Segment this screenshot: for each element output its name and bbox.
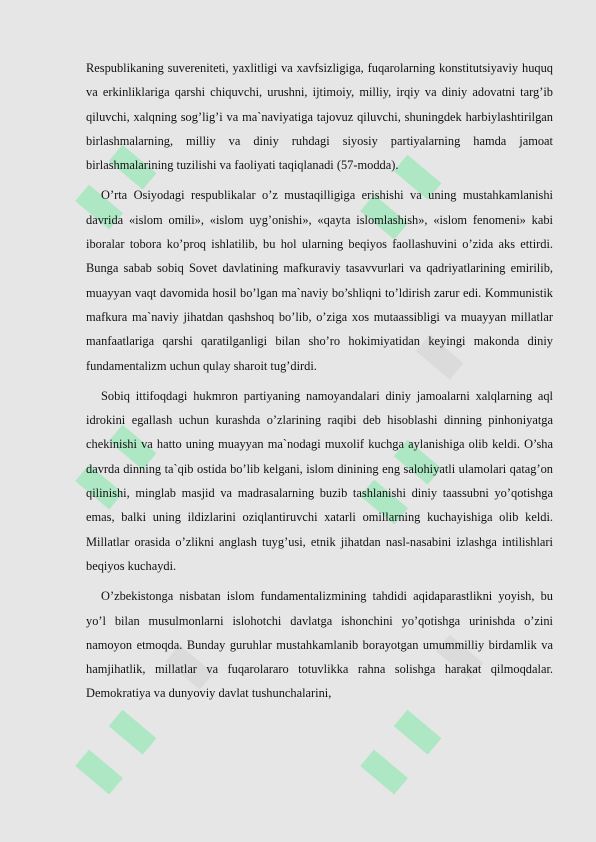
paragraph: O’rta Osiyodagi respublikalar o’z mustaqilligiga erishishi va uning mustahkamlanishi davrida «islom omili», «islom uyg’onishi», «qayta islomlashish», «islom fenomeni» kabi iboralar tobora ko’proq ishlatilib, bu hol ularning beqiyos faollashuvini o’zida aks ettirdi. Bunga sabab sobiq Sovet davlatining mafkuraviy tasavvurlari va qadriyatlarining emirilib, muayyan vaqt davomida hosil bo’lgan ma`naviy bo’shliqni to’ldirish zarur edi. Kommunistik mafkura ma`naviy jihatdan qashshoq bo’lib, o’ziga xos mutaassibligi va muayyan millatlar manfaatlariga qarshi qaratilganligi bilan sho’ro hokimiyatidan keyingi makonda diniy fundamentalizm uchun qulay sharoit tug’dirdi.: [86, 188, 553, 373]
watermark-mark: ▮ ▮: [58, 694, 166, 804]
watermark-mark: ▮: [419, 619, 493, 689]
watermark-mark: ▮ ▮: [58, 129, 166, 239]
watermark-mark: ▮ ▮: [343, 694, 451, 804]
paragraph: Respublikaning suvereniteti, yaxlitligi va xavfsizligiga, fuqarolarning konstitutsiyaviy huquq va erkinliklariga qarshi chiquvchi, urushni, ijtimoiy, milliy, irqiy va diniy adovatni targ’ib qiluvchi, xalqning sog’lig’i va ma`naviyatiga tajovuz qiluvchi, shuningdek harbiylashtirilgan birlashmalarning, milliy va diniy ruhdagi siyosiy partiyalarning hamda jamoat birlashmalarining tuzilishi va faoliyati taqiqlanadi (57-modda).: [86, 61, 553, 173]
paragraph: Sobiq ittifoqdagi hukmron partiyaning namoyandalari diniy jamoalarni xalqlarning aql idrokini egallash uchun kurashda o’zlarining raqibi deb hisoblashi dinning pinhoniyatga chekinishi va hatto uning muayyan ma`nodagi muxolif kuchga aylanishiga olib keldi. O’sha davrda dinning ta`qib ostida bo’lib kelgani, islom dinining eng salohiyatli ulamolari qatag’on qilinishi, minglab masjid va madrasalarning buzib tashlanishi diniy taassubni yo’qotishga emas, balki uning ildizlarini oziqlantiruvchi xatarli omillarning kuchayishiga olib keldi. Millatlar orasida o’zlikni anglash tuyg’usi, etnik jihatdan nasl-nasabini izlashga intilishlari beqiyos kuchaydi.: [86, 388, 553, 573]
watermark-mark: ▮ ▮: [58, 409, 166, 519]
watermark-mark: ▮ ▮: [343, 424, 451, 534]
document-body: [86, 56, 553, 712]
paragraph: O’zbekistonga nisbatan islom fundamentalizmining tahdidi aqidaparastlikni yoyish, bu yo’l bilan musulmonlarni islohotchi davlatga ishonchini yo’qotishga urinishda o’zini namoyon etmoqda. Bunday guruhlar mustahkamlanib borayotgan umummilliy birdamlik va hamjihatlik, millatlar va fuqarolararo totuvlikka rahna solishga harakat qilmoqdalar. Demokratiya va dunyoviy davlat tushunchalarini,: [86, 589, 553, 701]
watermark-mark: ▮: [399, 319, 473, 389]
watermark-mark: ▮ ▮: [343, 139, 451, 249]
watermark-mark: ▮: [149, 629, 223, 699]
